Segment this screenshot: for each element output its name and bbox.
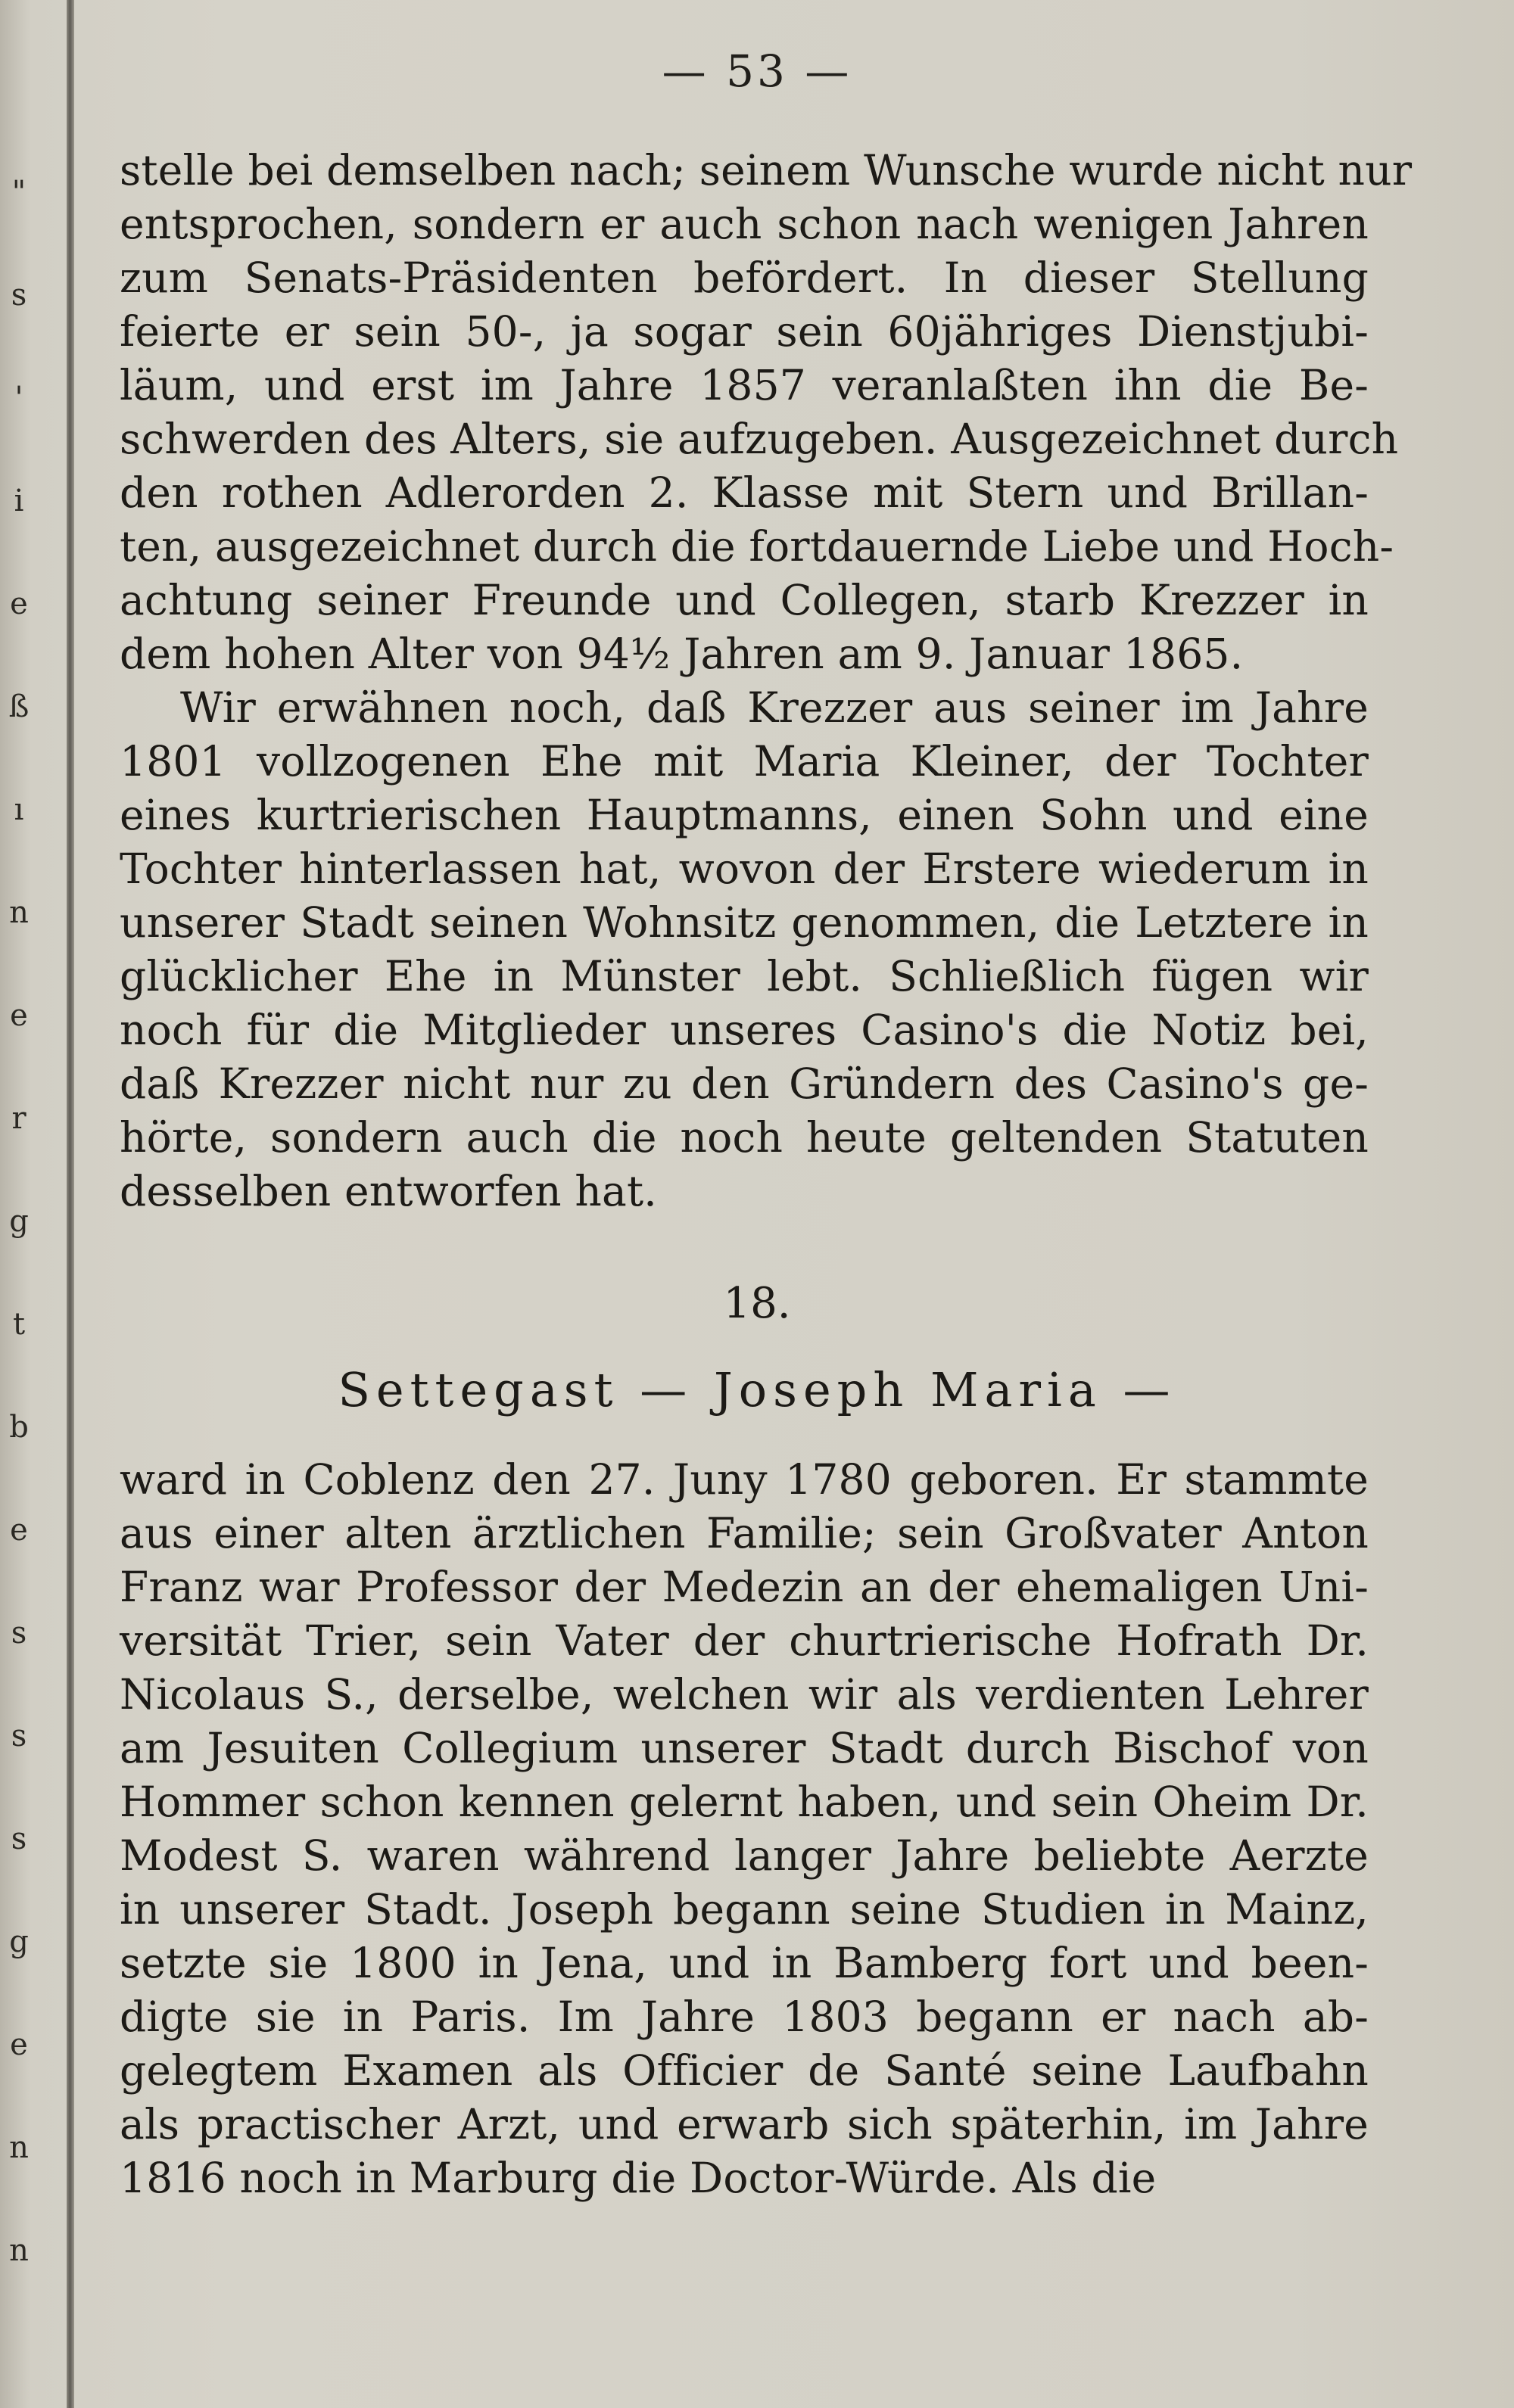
spine-mark: n [9,895,29,930]
text-line: dem hohen Alter von 94½ Jahren am 9. Januar 1865. [120,630,1244,678]
spine-mark: e [10,586,28,621]
spine-mark: s [11,1719,27,1753]
spine-mark: i [14,484,24,518]
text-line: am Jesuiten Collegium unserer Stadt durch Bischof von [120,1724,1369,1772]
text-line: läum, und erst im Jahre 1857 veranlaßten ihn die Be- [120,361,1369,409]
text-line: entsprochen, sondern er auch schon nach wenigen Jahren [120,200,1369,248]
paragraph-3 [120,1453,1369,2205]
spine-mark: ı [14,792,24,827]
spine-mark: s [11,278,27,313]
text-line: stelle bei demselben nach; seinem Wunsche wurde nicht nur [120,146,1413,194]
text-line: Tochter hinterlassen hat, wovon der Erstere wiederum in [120,845,1369,893]
text-line: hörte, sondern auch die noch heute geltenden Statuten [120,1113,1369,1162]
text-line: versität Trier, sein Vater der churtrierische Hofrath Dr. [120,1616,1369,1665]
spine-mark: r [11,1101,26,1136]
text-line: ten, ausgezeichnet durch die fortdauernde Liebe und Hoch- [120,522,1394,571]
text-line: gelegtem Examen als Officier de Santé seine Laufbahn [120,2046,1369,2095]
spine-mark: n [9,2233,29,2268]
text-line: 1801 vollzogenen Ehe mit Maria Kleiner, der Tochter [120,737,1369,786]
section-number: 18. [723,1279,791,1328]
text-line: ward in Coblenz den 27. Juny 1780 geboren. Er stammte [120,1455,1369,1504]
spine-mark: ' [14,381,23,415]
spine-mark: e [10,1513,28,1548]
paragraph-1 [120,144,1413,681]
text-line: Wir erwähnen noch, daß Krezzer aus seiner im Jahre [180,683,1369,732]
paragraph-2 [120,681,1369,1218]
text-line: zum Senats-Präsidenten befördert. In dieser Stellung [120,254,1369,302]
text-line: aus einer alten ärztlichen Familie; sein Großvater Anton [120,1509,1369,1557]
spine-mark: s [11,1822,27,1856]
text-line: glücklicher Ehe in Münster lebt. Schließlich fügen wir [120,952,1369,1000]
text-line: desselben entworfen hat. [120,1167,657,1215]
spine-mark: t [12,1307,26,1342]
spine-mark: b [9,1410,29,1445]
text-line: Hommer schon kennen gelernt haben, und sein Oheim Dr. [120,1778,1369,1826]
spine-mark: n [9,2130,29,2165]
text-line: daß Krezzer nicht nur zu den Gründern des Casino's ge- [120,1059,1369,1108]
text-line: achtung seiner Freunde und Collegen, starb Krezzer in [120,576,1369,624]
text-line: noch für die Mitglieder unseres Casino's die Notiz bei, [120,1006,1369,1054]
spine-mark: " [11,175,26,210]
text-line: Modest S. waren während langer Jahre beliebte Aerzte [120,1831,1369,1880]
text-line: setzte sie 1800 in Jena, und in Bamberg fort und been- [120,1939,1369,1987]
text-line: digte sie in Paris. Im Jahre 1803 begann er nach ab- [120,1993,1369,2041]
text-line: als practischer Arzt, und erwarb sich späterhin, im Jahre [120,2100,1369,2148]
text-line: Nicolaus S., derselbe, welchen wir als verdienten Lehrer [120,1670,1369,1719]
text-line: schwerden des Alters, sie aufzugeben. Ausgezeichnet durch [120,415,1399,463]
text-line: 1816 noch in Marburg die Doctor-Würde. Als die [120,2154,1157,2202]
text-line: unserer Stadt seinen Wohnsitz genommen, die Letztere in [120,898,1369,947]
text-line: in unserer Stadt. Joseph begann seine Studien in Mainz, [120,1885,1369,1934]
spine-mark: g [9,1204,29,1239]
spine-mark: ß [8,689,30,724]
spine-mark: e [10,998,28,1033]
spine-mark: e [10,2027,28,2062]
spine-mark: s [11,1616,27,1650]
text-line: Franz war Professor der Medezin an der ehemaligen Uni- [120,1563,1369,1611]
text-line: feierte er sein 50-, ja sogar sein 60jähriges Dienstjubi- [120,307,1369,356]
section-heading: Settegast — Joseph Maria — [338,1362,1176,1417]
page-number: — 53 — [662,45,852,97]
text-line: den rothen Adlerorden 2. Klasse mit Stern und Brillan- [120,468,1369,517]
book-gutter [67,0,74,2408]
spine-mark: g [9,1924,29,1959]
text-line: eines kurtrierischen Hauptmanns, einen Sohn und eine [120,791,1369,839]
